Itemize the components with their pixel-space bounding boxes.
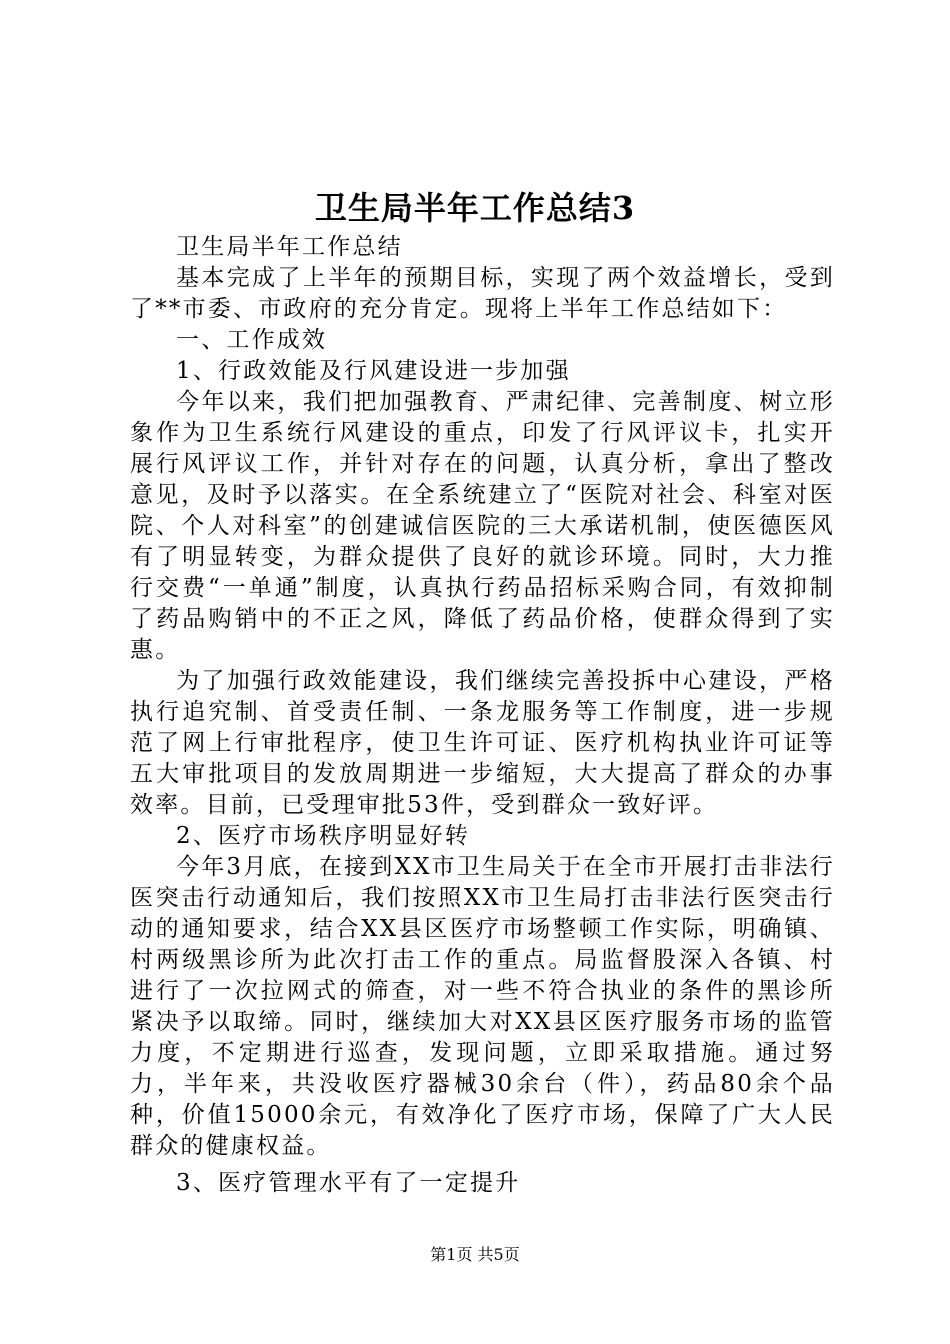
- body-paragraph: 今年以来，我们把加强教育、严肃纪律、完善制度、树立形象作为卫生系统行风建设的重点，印发了行风评议卡，扎实开展行风评议工作，并针对存在的问题，认真分析，拿出了整改意见，及时予以落实。在全系统建立了“医院对社会、科室对医院、个人对科室”的创建诚信医院的三大承诺机制，使医德医风有了明显转变，为群众提供了良好的就诊环境。同时，大力推行交费“一单通”制度，认真执行药品招标采购合同，有效抑制了药品购销中的不正之风，降低了药品价格，使群众得到了实惠。: [130, 389, 835, 663]
- intro-paragraph: 基本完成了上半年的预期目标，实现了两个效益增长，受到了**市委、市政府的充分肯定。现将上半年工作总结如下：: [130, 265, 835, 322]
- document-body: [130, 232, 835, 1199]
- page-number: 第1页 共5页: [430, 1245, 520, 1264]
- document-title: 卫生局半年工作总结3: [314, 189, 636, 227]
- section-heading-achievements: 一、工作成效: [176, 327, 328, 353]
- subsection-heading-1: 1、行政效能及行风建设进一步加强: [176, 358, 571, 384]
- subsection-heading-2: 2、医疗市场秩序明显好转: [176, 823, 471, 849]
- body-paragraph: 为了加强行政效能建设，我们继续完善投拆中心建设，严格执行追究制、首受责任制、一条龙服务等工作制度，进一步规范了网上行审批程序，使卫生许可证、医疗机构执业许可证等五大审批项目的发放周期进一步缩短，大大提高了群众的办事效率。目前，已受理审批53件，受到群众一致好评。: [130, 668, 835, 818]
- subsection-heading-3: 3、医疗管理水平有了一定提升: [176, 1170, 521, 1196]
- subtitle-paragraph: 卫生局半年工作总结: [176, 234, 403, 260]
- body-paragraph: 今年3月底，在接到XX市卫生局关于在全市开展打击非法行医突击行动通知后，我们按照XX市卫生局打击非法行医突击行动的通知要求，结合XX县区医疗市场整顿工作实际，明确镇、村两级黑诊所为此次打击工作的重点。局监督股深入各镇、村进行了一次拉网式的筛查，对一些不符合执业的条件的黑诊所紧决予以取缔。同时，继续加大对XX县区医疗服务市场的监管力度，不定期进行巡查，发现问题，立即采取措施。通过努力，半年来，共没收医疗器械30余台（件），药品80余个品种，价值15000余元，有效净化了医疗市场，保障了广大人民群众的健康权益。: [130, 854, 835, 1159]
